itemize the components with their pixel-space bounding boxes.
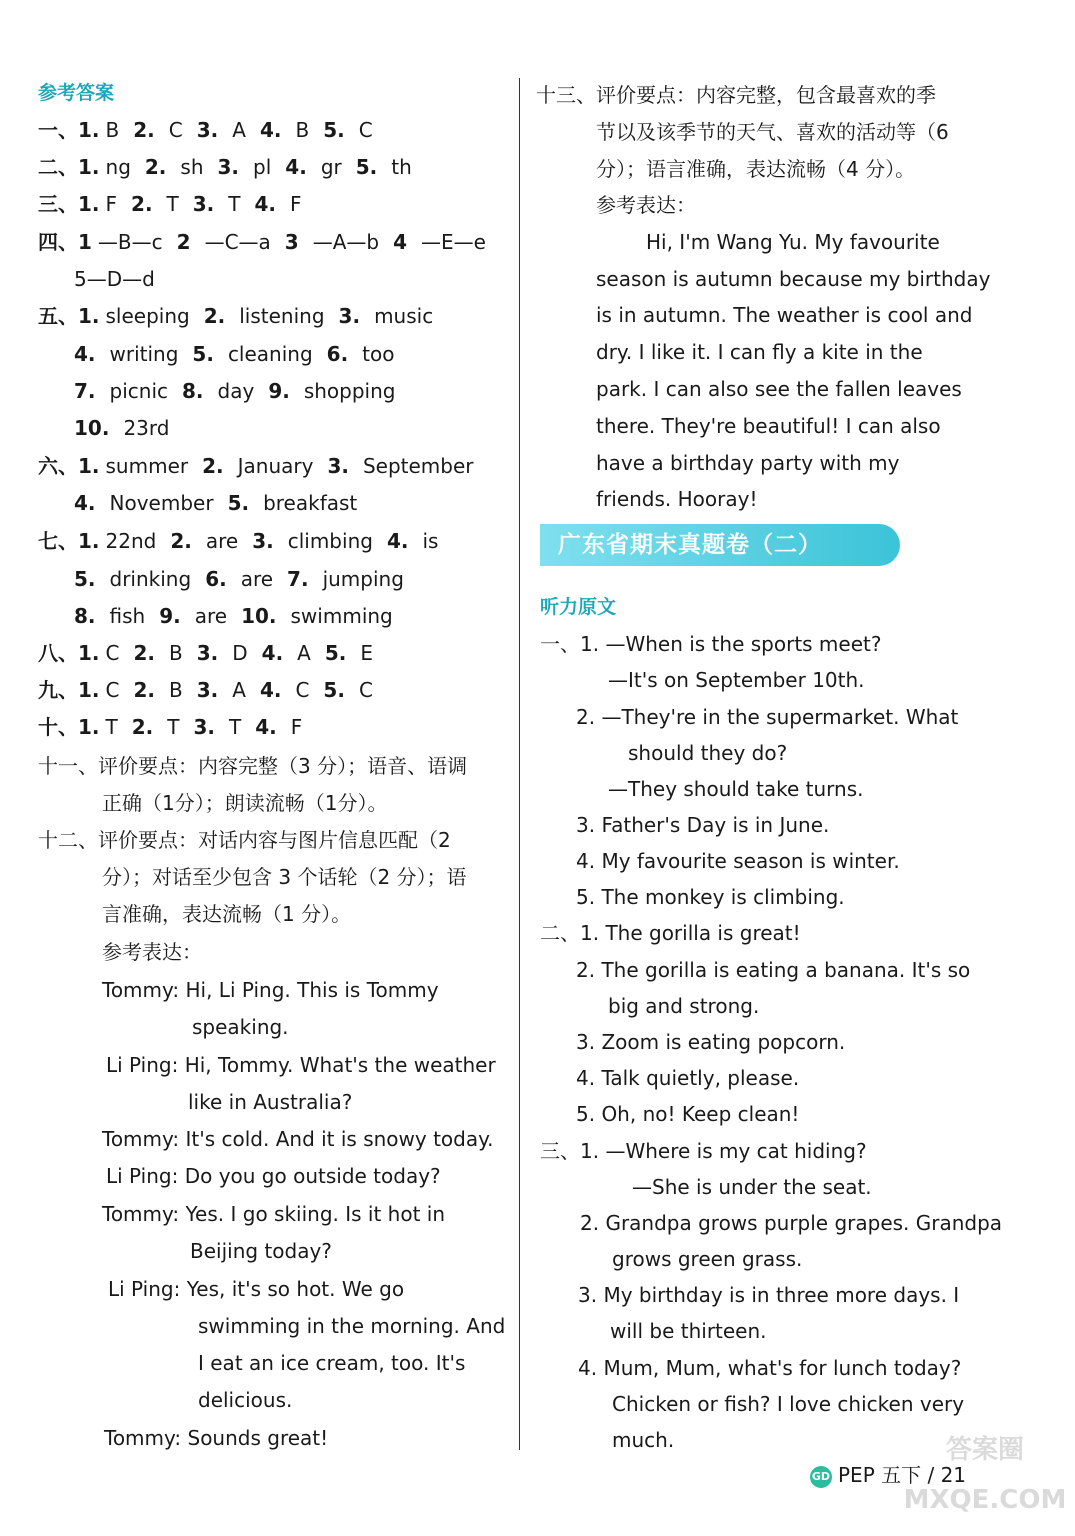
answer-item: 3. [196, 678, 219, 702]
answer-row [38, 154, 426, 180]
watermark-logo [900, 1425, 1070, 1525]
answer-item: 4. [74, 342, 96, 366]
answer-item: 5. [227, 491, 250, 515]
answer-item: cleaning [227, 342, 313, 366]
answer-item: C [358, 678, 373, 702]
listening-line: much. [612, 1428, 675, 1452]
dialog-line: speaking. [192, 1015, 289, 1039]
answer-item: T [167, 715, 180, 739]
answer-row [74, 603, 407, 629]
answer-item: 10. [74, 416, 110, 440]
answer-item: fish [109, 604, 146, 628]
answer-item: th [391, 155, 412, 179]
answer-item: 6. [205, 567, 227, 591]
dialog-line: Li Ping: Do you go outside today? [106, 1164, 441, 1188]
listening-line: 4. My favourite season is winter. [576, 849, 900, 873]
answer-item: music [374, 304, 434, 328]
question-number: 六、1. [38, 454, 100, 478]
s13-line: 分）；语言准确，表达流畅（4 分）。 [596, 157, 916, 181]
answer-item: 3. [327, 454, 349, 478]
listening-line: —They should take turns. [608, 777, 864, 801]
answer-item: ng [105, 155, 131, 179]
dialog-line: Tommy: Sounds great! [104, 1426, 329, 1450]
question-number: 四、1 [38, 230, 92, 254]
listening-line: Chicken or fish? I love chicken very [612, 1392, 965, 1416]
answer-item: 9. [159, 604, 181, 628]
answer-item: 3. [193, 715, 215, 739]
dialog-line: swimming in the morning. And [198, 1314, 506, 1338]
answer-item: T [105, 715, 118, 739]
answer-item: January [237, 454, 314, 478]
answer-item: writing [109, 342, 179, 366]
listening-line: 2. Grandpa grows purple grapes. Grandpa [580, 1211, 1003, 1235]
answer-row [74, 266, 169, 292]
answer-row [38, 714, 316, 740]
s12-line-a: 十二、评价要点：对话内容与图片信息匹配（2 [38, 828, 451, 852]
question-number: 八、1. [38, 641, 100, 665]
answer-item: 2. [170, 529, 192, 553]
answer-item: swimming [290, 604, 393, 628]
answer-item: is [422, 529, 439, 553]
essay-line: is in autumn. The weather is cool and [596, 303, 973, 327]
listening-line: 3. Zoom is eating popcorn. [576, 1030, 846, 1054]
dialog-line: I eat an ice cream, too. It's [198, 1351, 466, 1375]
answer-row [38, 117, 387, 143]
answer-item: B [169, 641, 183, 665]
answer-item: 10. [241, 604, 277, 628]
listening-line: —It's on September 10th. [608, 668, 865, 692]
question-number: 七、1. [38, 529, 100, 553]
answer-item: listening [239, 304, 325, 328]
s12-line-c: 言准确，表达流畅（1 分）。 [102, 902, 352, 926]
dialog-line: Li Ping: Hi, Tommy. What's the weather [106, 1053, 496, 1077]
footer-text: PEP 五下 / 21 [838, 1463, 967, 1487]
answer-row [74, 341, 409, 367]
reference-label: 参考表达： [102, 940, 202, 964]
listening-line: 三、1. —Where is my cat hiding? [540, 1139, 867, 1163]
answer-row [74, 378, 409, 404]
listening-line: 5. Oh, no! Keep clean! [576, 1102, 800, 1126]
answer-item: C [358, 118, 373, 142]
listening-line: 5. The monkey is climbing. [576, 885, 845, 909]
answer-row [38, 640, 387, 666]
answer-row [38, 677, 387, 703]
essay-line: season is autumn because my birthday [596, 267, 991, 291]
watermark-line-2: MXQE.COM [903, 1485, 1067, 1515]
question-number: 三、1. [38, 192, 100, 216]
answer-item: 3. [217, 155, 240, 179]
dialog-line: Tommy: Hi, Li Ping. This is Tommy [102, 978, 439, 1002]
answer-item: breakfast [263, 491, 358, 515]
answer-item: 4. [259, 118, 282, 142]
answer-item: jumping [322, 567, 404, 591]
answer-item: 2. [131, 192, 153, 216]
answer-item: B [105, 118, 120, 142]
answer-item: 4. [285, 155, 307, 179]
answer-item: 2. [133, 641, 155, 665]
question-number: 二、1. [38, 155, 100, 179]
answer-item: 3. [252, 529, 274, 553]
listening-line: should they do? [628, 741, 788, 765]
answer-item: drinking [109, 567, 192, 591]
answer-item: 2 [176, 230, 191, 254]
answer-item: gr [320, 155, 342, 179]
answer-item: F [290, 192, 302, 216]
answer-item: 2. [202, 454, 224, 478]
essay-line: park. I can also see the fallen leaves [596, 377, 962, 401]
answer-item: pl [253, 155, 272, 179]
answer-row [38, 453, 488, 479]
answer-item: shopping [303, 379, 396, 403]
answer-item: E [360, 641, 374, 665]
answer-item: 8. [74, 604, 96, 628]
answer-item: 4. [74, 491, 96, 515]
answer-row [38, 303, 447, 329]
answer-item: are [240, 567, 274, 591]
answer-item: 2. [144, 155, 167, 179]
answer-item: sleeping [105, 304, 190, 328]
answer-item: —B—c [97, 230, 163, 254]
answer-item: picnic [109, 379, 168, 403]
answer-item: 4. [255, 715, 277, 739]
answer-item: 4. [259, 678, 282, 702]
exam-banner: 广东省期末真题卷（二） [540, 524, 900, 566]
answer-item: T [166, 192, 179, 216]
listening-title: 听力原文 [540, 596, 617, 618]
essay-line: Hi, I'm Wang Yu. My favourite [646, 230, 940, 254]
essay-line: have a birthday party with my [596, 451, 900, 475]
answer-item: C [105, 641, 120, 665]
answer-item: C [105, 678, 120, 702]
s11-line-b: 正确（1分）；朗读流畅（1分）。 [102, 791, 388, 815]
answer-item: 5. [74, 567, 96, 591]
answer-item: 2. [203, 304, 226, 328]
s13-line: 十三、评价要点：内容完整，包含最喜欢的季 [536, 83, 936, 107]
listening-line: 二、1. The gorilla is great! [540, 921, 801, 945]
answer-item: 7. [287, 567, 309, 591]
answer-item: 4. [386, 529, 409, 553]
listening-line: big and strong. [608, 994, 760, 1018]
answer-item: T [228, 715, 242, 739]
listening-line: 2. —They're in the supermarket. What [576, 705, 959, 729]
answer-item: B [169, 678, 183, 702]
answer-item: A [232, 118, 246, 142]
essay-line: friends. Hooray! [596, 487, 758, 511]
listening-line: will be thirteen. [610, 1319, 767, 1343]
answer-item: C [295, 678, 310, 702]
answer-item: 3. [192, 192, 215, 216]
answer-row [38, 528, 452, 554]
answer-item: sh [180, 155, 204, 179]
s12-line-b: 分）；对话至少包含 3 个话轮（2 分）；语 [102, 865, 467, 889]
answer-item: 8. [182, 379, 204, 403]
dialog-line: Tommy: It's cold. And it is snowy today. [102, 1127, 494, 1151]
answer-item: 5. [192, 342, 214, 366]
answer-item: T [228, 192, 241, 216]
essay-line: there. They're beautiful! I can also [596, 414, 941, 438]
answer-item: 3. [196, 118, 219, 142]
answer-item: 3 [284, 230, 299, 254]
answer-item: 3. [196, 641, 219, 665]
dialog-line: delicious. [198, 1388, 293, 1412]
answer-item: 2. [133, 678, 155, 702]
answer-item: B [295, 118, 310, 142]
answer-item: 2. [133, 118, 155, 142]
answer-item: are [205, 529, 239, 553]
question-number: 十、1. [38, 715, 100, 739]
listening-line: grows green grass. [612, 1247, 803, 1271]
s13-line: 参考表达： [596, 193, 696, 217]
s13-line: 节以及该季节的天气、喜欢的活动等（6 [596, 120, 949, 144]
answer-item: 5. [355, 155, 378, 179]
answer-item: F [105, 192, 118, 216]
listening-line: 3. My birthday is in three more days. I [578, 1283, 960, 1307]
gd-badge-icon: GD [810, 1466, 832, 1488]
answer-item: climbing [287, 529, 373, 553]
listening-line: 一、1. —When is the sports meet? [540, 632, 882, 656]
answer-item: 4 [393, 230, 408, 254]
answer-item: 4. [261, 641, 284, 665]
answer-row [74, 490, 371, 516]
listening-line: —She is under the seat. [632, 1175, 872, 1199]
answer-item: C [168, 118, 183, 142]
answer-item: 2. [131, 715, 154, 739]
answer-item: 5. [323, 118, 345, 142]
answer-item: summer [105, 454, 189, 478]
answer-item: 9. [268, 379, 290, 403]
watermark-line-1: 答案圈 [945, 1435, 1024, 1465]
dialog-line: Tommy: Yes. I go skiing. Is it hot in [102, 1202, 446, 1226]
answer-row [74, 566, 418, 592]
answer-key-title: 参考答案 [38, 82, 115, 104]
question-number: 九、1. [38, 678, 100, 702]
answer-row [38, 229, 500, 255]
answer-item: —A—b [312, 230, 380, 254]
answer-item: A [232, 678, 246, 702]
s11-line-a: 十一、评价要点：内容完整（3 分）；语音、语调 [38, 754, 468, 778]
listening-line: 4. Mum, Mum, what's for lunch today? [578, 1356, 962, 1380]
answer-item: November [109, 491, 214, 515]
answer-row [74, 415, 183, 441]
column-divider [519, 78, 520, 1450]
question-number: 一、1. [38, 118, 100, 142]
essay-line: dry. I like it. I can fly a kite in the [596, 340, 923, 364]
answer-item: 5—D—d [74, 267, 155, 291]
answer-item: too [362, 342, 395, 366]
answer-item: 22nd [105, 529, 157, 553]
answer-item: 4. [254, 192, 277, 216]
answer-row [38, 191, 316, 217]
listening-line: 2. The gorilla is eating a banana. It's so [576, 958, 971, 982]
answer-item: 6. [326, 342, 349, 366]
answer-item: day [217, 379, 255, 403]
answer-item: F [290, 715, 303, 739]
answer-item: 3. [338, 304, 361, 328]
dialog-line: Li Ping: Yes, it's so hot. We go [108, 1277, 405, 1301]
answer-item: 5. [323, 678, 345, 702]
listening-line: 4. Talk quietly, please. [576, 1066, 800, 1090]
answer-item: 7. [74, 379, 96, 403]
answer-item: are [194, 604, 228, 628]
answer-item: September [362, 454, 474, 478]
listening-line: 3. Father's Day is in June. [576, 813, 830, 837]
answer-item: D [232, 641, 248, 665]
answer-item: —C—a [204, 230, 271, 254]
answer-item: —E—e [421, 230, 486, 254]
dialog-line: like in Australia? [188, 1090, 353, 1114]
question-number: 五、1. [38, 304, 100, 328]
answer-item: 23rd [123, 416, 170, 440]
answer-item: A [297, 641, 311, 665]
answer-item: 5. [324, 641, 347, 665]
dialog-line: Beijing today? [190, 1239, 332, 1263]
